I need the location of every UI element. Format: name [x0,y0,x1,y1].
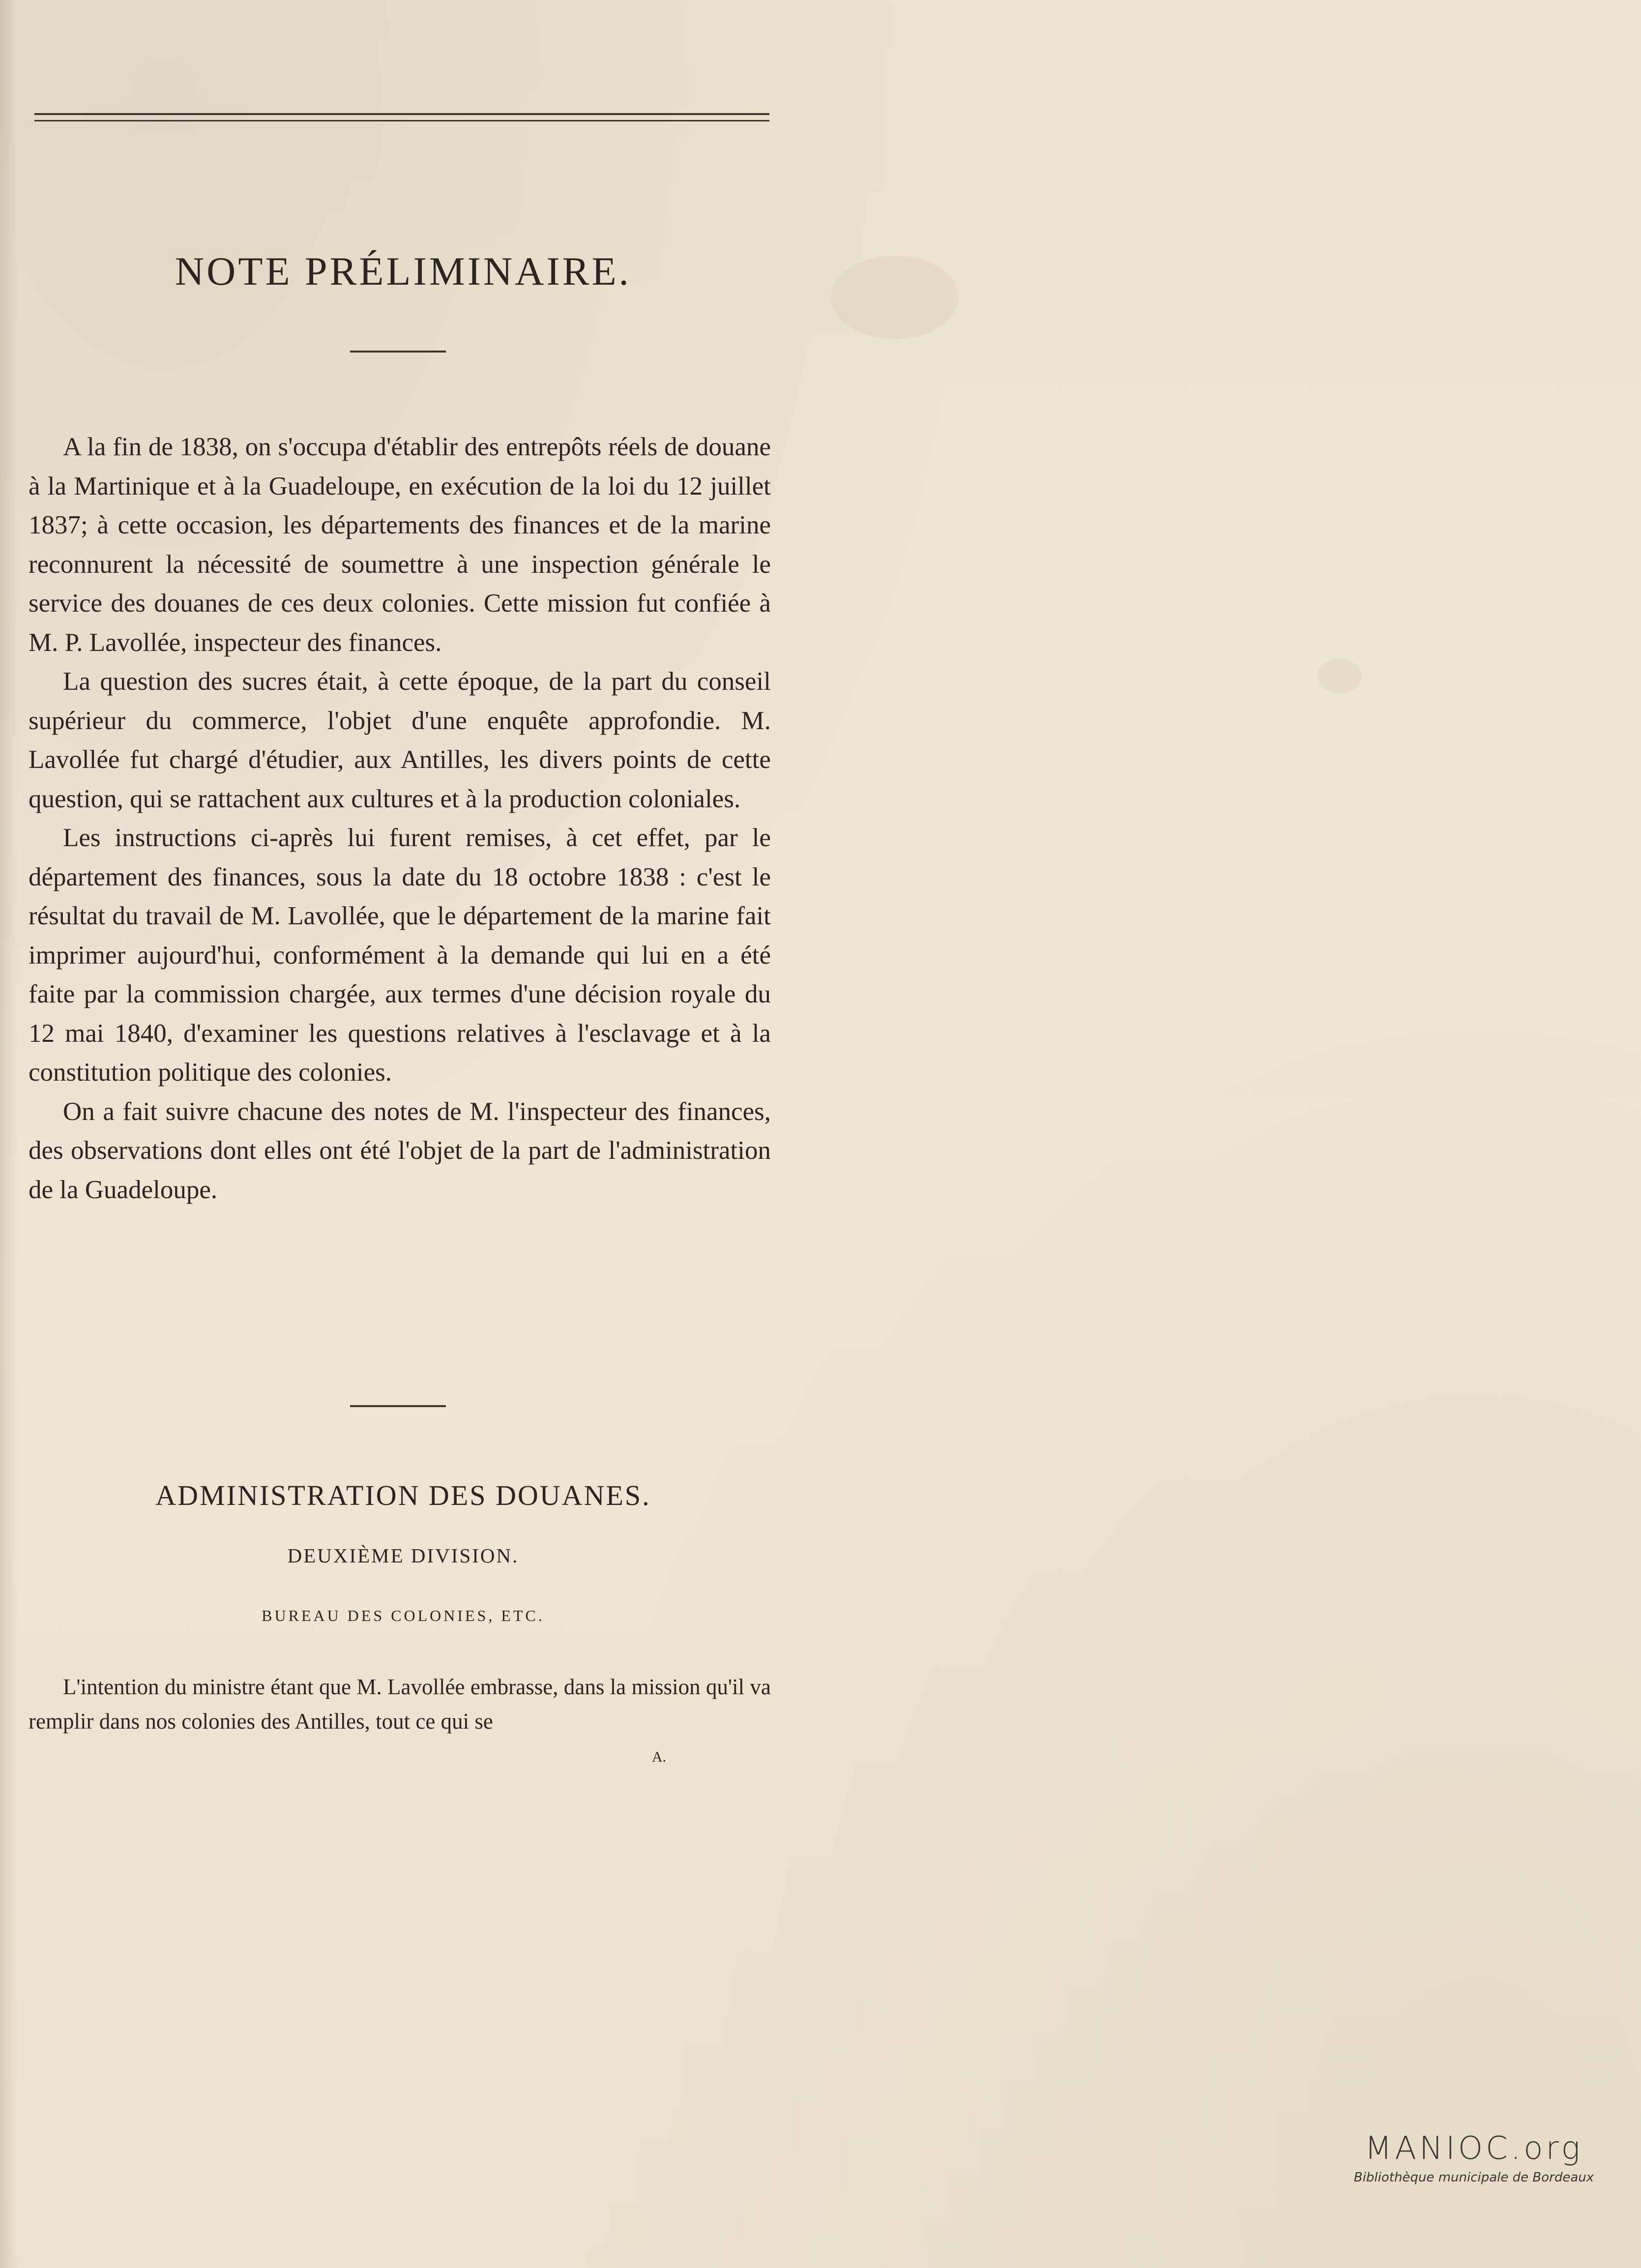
page-title: NOTE PRÉLIMINAIRE. [175,249,632,294]
top-double-rule-upper [34,113,769,115]
watermark-subtitle: Bibliothèque municipale de Bordeaux [1353,2170,1594,2185]
paper-stain [1318,659,1362,693]
top-double-rule-lower [34,120,769,121]
section-subheading: DEUXIÈME DIVISION. [287,1544,519,1567]
page-edge-shadow [0,0,18,2268]
paper-stain [831,256,959,339]
section-heading: ADMINISTRATION DES DOUANES. [155,1479,651,1511]
watermark-name: MANIOC.org [1365,2130,1583,2167]
paragraph: A la fin de 1838, on s'occupa d'établir des entrepôts réels de douane à la Martinique et à la Guadeloupe, en exécution de la loi du 12 juillet 1837; à cette occasion, les départements des finances et de la marine reconnurent la nécessité de soumettre à une inspection générale le service des douanes de ces deux colonies. Cette mission fut confiée à M. P. Lavollée, inspecteur des finances. [29,433,771,657]
manioc-watermark [1326,2131,1621,2185]
paragraph: On a fait suivre chacune des notes de M. l'inspecteur des finances, des observations dont elles ont été l'objet de la part de l'administration de la Guadeloupe. [29,1097,771,1204]
preliminary-note-body [29,428,771,1209]
signature-mark: A. [652,1749,667,1765]
paragraph: La question des sucres était, à cette époque, de la part du conseil supérieur du commerce, l'objet d'une enquête approfondie. M. Lavollée fut chargé d'étudier, aux Antilles, les divers points de cette question, qui se rattachent aux cultures et à la production coloniales. [29,667,771,813]
section-separator-rule [350,1405,446,1407]
title-separator-rule [350,351,446,353]
instruction-body [29,1670,771,1738]
instruction-paragraph: L'intention du ministre étant que M. Lavollée embrasse, dans la mission qu'il va remplir dans nos colonies des Antilles, tout ce qui se [29,1675,771,1734]
paragraph: Les instructions ci-après lui furent remises, à cet effet, par le département des finances, sous la date du 18 octobre 1838 : c'est le résultat du travail de M. Lavollée, que le département de la marine fait imprimer aujourd'hui, conformément à la demande qui lui en a été faite par la commission chargée, aux termes d'une décision royale du 12 mai 1840, d'examiner les questions relatives à l'esclavage et à la constitution politique des colonies. [29,824,771,1087]
section-bureau: BUREAU DES COLONIES, ETC. [262,1607,545,1624]
